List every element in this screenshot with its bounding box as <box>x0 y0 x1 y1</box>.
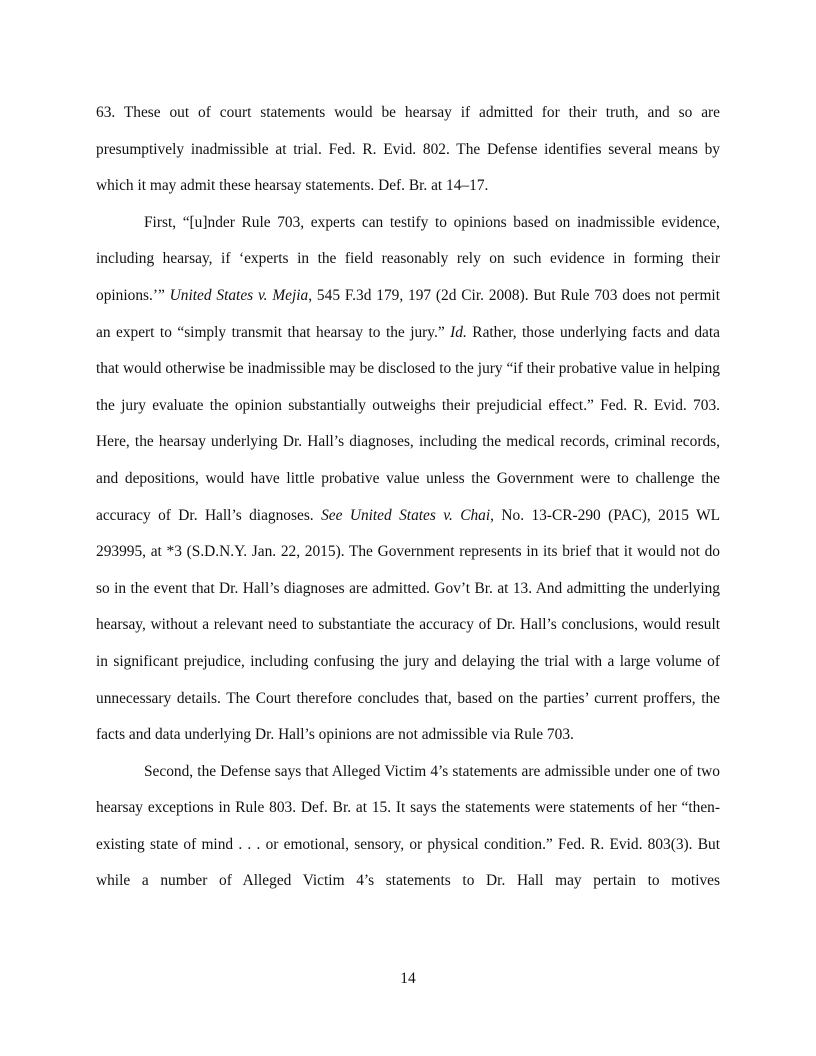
document-body <box>96 95 720 900</box>
paragraph-2 <box>96 205 720 754</box>
text-run: First, “[u]nder Rule 703, experts can testify to opinions based on inadmissible evidence, including hearsay, if ‘experts in the field reasonably rely on such evidence in forming their opinions.’” <box>96 213 720 304</box>
paragraph-3 <box>96 754 720 900</box>
case-citation: Id. <box>450 323 467 341</box>
text-run: 63. These out of court statements would be hearsay if admitted for their truth, and so are presumptively inadmissible at trial. Fed. R. Evid. 802. The Defense identifies several means by which it may admit these hearsay statements. Def. Br. at 14–17. <box>96 104 720 195</box>
text-run: , 545 F.3d 179, 197 (2d Cir. 2008). But Rule 703 does not permit an expert to “simply transmit that hearsay to the jury.” <box>96 286 720 341</box>
page-number: 14 <box>400 970 416 987</box>
paragraph-1 <box>96 95 720 205</box>
text-run: Second, the Defense says that Alleged Victim 4’s statements are admissible under one of two hearsay exceptions in Rule 803. Def. Br. at 15. It says the statements were statements of her “then-existing state of mind . . . or emotional, sensory, or physical condition.” Fed. R. Evid. 803(3). But while a number of Alleged Victim 4’s statements to Dr. Hall may pertain to motives <box>96 762 720 890</box>
text-run: Rather, those underlying facts and data that would otherwise be inadmissible may be disclosed to the jury “if their probative value in helping the jury evaluate the opinion substantially outweighs their prejudicial effect.” Fed. R. Evid. 703. Here, the hearsay underlying Dr. Hall’s diagnoses, including the medical records, criminal records, and depositions, would have little probative value unless the Government were to challenge the accuracy of Dr. Hall’s diagnoses. <box>96 323 720 524</box>
text-run: , No. 13-CR-290 (PAC), 2015 WL 293995, at *3 (S.D.N.Y. Jan. 22, 2015). The Government represents in its brief that it would not do so in the event that Dr. Hall’s diagnoses are admitted. Gov’t Br. at 13. And admitting the underlying hearsay, without a relevant need to substantiate the accuracy of Dr. Hall’s conclusions, would result in significant prejudice, including confusing the jury and delaying the trial with a large volume of unnecessary details. The Court therefore concludes that, based on the parties’ current proffers, the facts and data underlying Dr. Hall’s opinions are not admissible via Rule 703. <box>96 506 720 744</box>
case-citation: See United States v. Chai <box>321 506 491 524</box>
case-citation: United States v. Mejia <box>169 286 309 304</box>
